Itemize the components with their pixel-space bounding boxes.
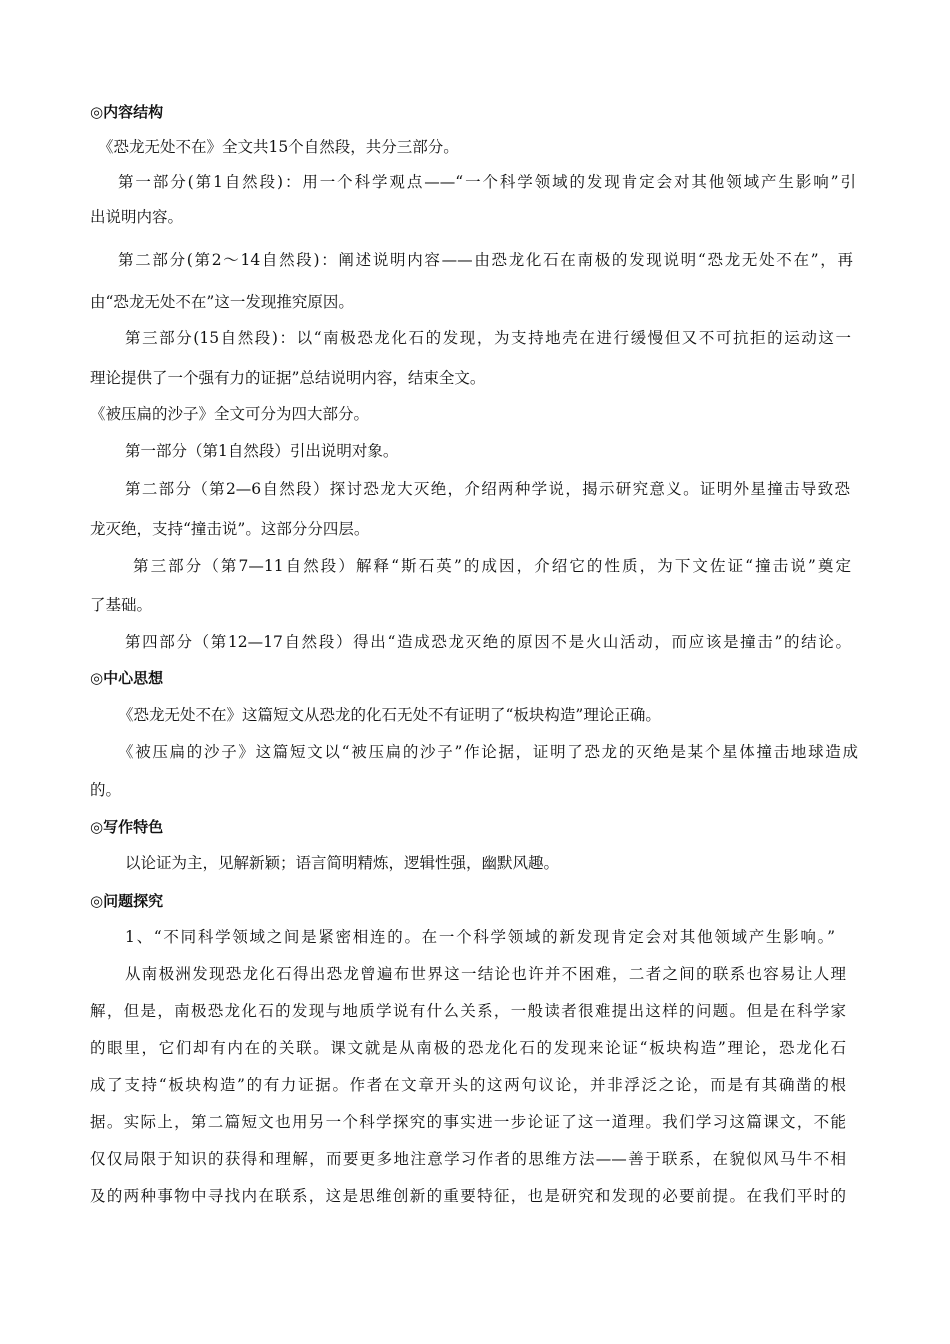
section-heading-structure: ◎内容结构 <box>90 103 164 121</box>
paragraph-line: 《恐龙无处不在》全文共15个自然段，共分三部分。 <box>98 138 459 156</box>
paragraph-line: 出说明内容。 <box>90 208 184 226</box>
paragraph-line: 了基础。 <box>90 596 153 614</box>
paragraph-line: 《恐龙无处不在》这篇短文从恐龙的化石无处不有证明了“板块构造”理论正确。 <box>118 706 661 724</box>
paragraph-line: 1、“不同科学领域之间是紧密相连的。在一个科学领域的新发现肯定会对其他领域产生影响。” <box>125 928 835 946</box>
paragraph-line: 解，但是，南极恐龙化石的发现与地质学说有什么关系，一般读者很难提出这样的问题。但是在科学家 <box>90 1002 846 1020</box>
paragraph-line: 《被压扁的沙子》这篇短文以“被压扁的沙子”作论据，证明了恐龙的灭绝是某个星体撞击地球造成 <box>118 743 858 761</box>
paragraph-line: 从南极洲发现恐龙化石得出恐龙曾遍布世界这一结论也许并不困难，二者之间的联系也容易让人理 <box>125 965 846 983</box>
paragraph-line: 以论证为主，见解新颖；语言简明精炼，逻辑性强，幽默风趣。 <box>125 854 560 872</box>
paragraph-line: 第二部分（第2—6自然段）探讨恐龙大灭绝，介绍两种学说，揭示研究意义。证明外星撞击导致恐 <box>125 480 850 498</box>
paragraph-line: 的眼里，它们却有内在的关联。课文就是从南极的恐龙化石的发现来论证“板块构造”理论，恐龙化石 <box>90 1039 846 1057</box>
paragraph-line: 的。 <box>90 781 122 799</box>
paragraph-line: 理论提供了一个强有力的证据”总结说明内容，结束全文。 <box>90 369 486 387</box>
paragraph-line: 及的两种事物中寻找内在联系，这是思维创新的重要特征，也是研究和发现的必要前提。在我们平时的 <box>90 1187 846 1205</box>
section-heading-theme: ◎中心思想 <box>90 669 164 687</box>
paragraph-line: 第三部分(15自然段)：以“南极恐龙化石的发现，为支持地壳在进行缓慢但又不可抗拒的运动这一 <box>125 329 851 347</box>
paragraph-line: 龙灭绝，支持“撞击说”。这部分分四层。 <box>90 520 370 538</box>
section-heading-inquiry: ◎问题探究 <box>90 892 164 910</box>
paragraph-line: 据。实际上，第二篇短文也用另一个科学探究的事实进一步论证了这一道理。我们学习这篇课文，不能 <box>90 1113 846 1131</box>
paragraph-line: 《被压扁的沙子》全文可分为四大部分。 <box>90 405 370 423</box>
paragraph-line: 仅仅局限于知识的获得和理解，而要更多地注意学习作者的思维方法——善于联系，在貌似风马牛不相 <box>90 1150 846 1168</box>
paragraph-line: 成了支持“板块构造”的有力证据。作者在文章开头的这两句议论，并非浮泛之论，而是有其确凿的根 <box>90 1076 846 1094</box>
paragraph-line: 第一部分（第1自然段）引出说明对象。 <box>125 442 399 460</box>
paragraph-line: 第二部分(第2～14自然段)：阐述说明内容——由恐龙化石在南极的发现说明“恐龙无处不在”，再 <box>118 251 853 269</box>
paragraph-line: 由“恐龙无处不在”这一发现推究原因。 <box>90 293 354 311</box>
section-heading-features: ◎写作特色 <box>90 818 164 836</box>
paragraph-line: 第三部分（第7—11自然段）解释“斯石英”的成因，介绍它的性质，为下文佐证“撞击说”奠定 <box>133 557 851 575</box>
paragraph-line: 第四部分（第12—17自然段）得出“造成恐龙灭绝的原因不是火山活动，而应该是撞击”的结论。 <box>125 633 851 651</box>
paragraph-line: 第一部分(第1自然段)：用一个科学观点——“一个科学领域的发现肯定会对其他领域产生影响”引 <box>118 173 856 191</box>
